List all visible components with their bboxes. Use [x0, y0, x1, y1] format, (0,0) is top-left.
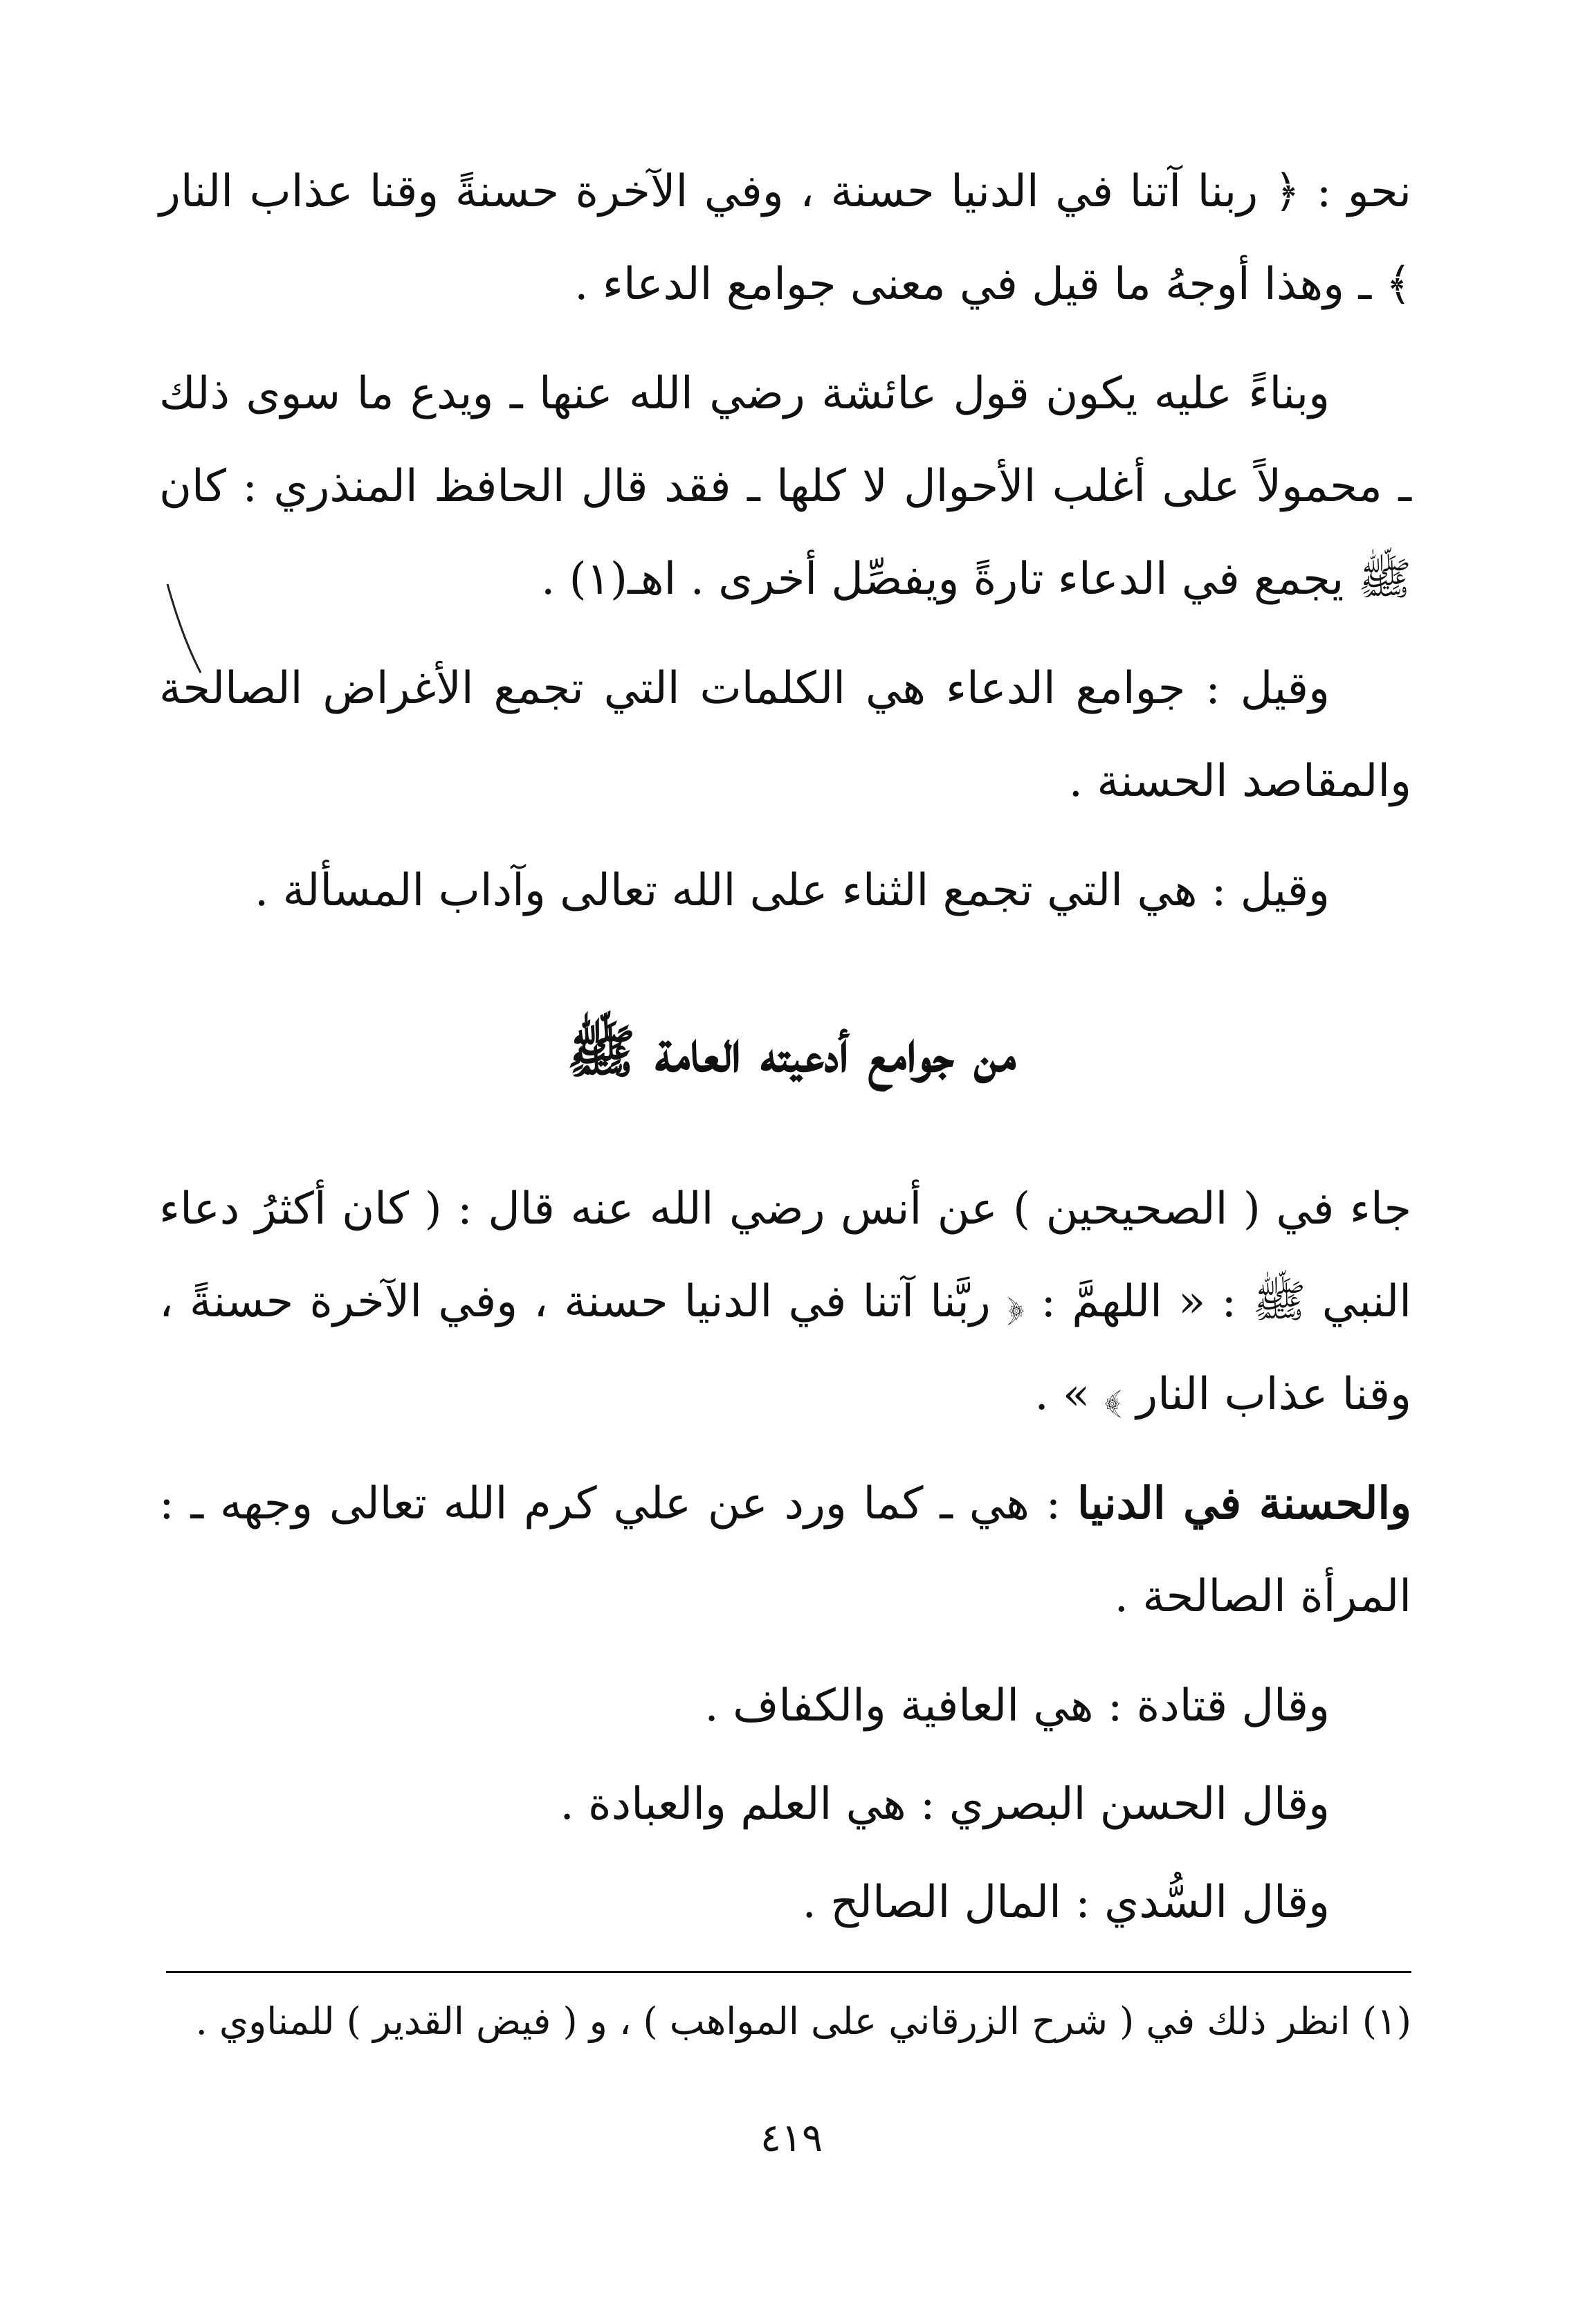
upper-text-section — [159, 145, 1411, 937]
page-number: ٤١٩ — [760, 2116, 823, 2161]
paragraph-1: نحو : ﴿ ربنا آتنا في الدنيا حسنة ، وفي الآخرة حسنةً وقنا عذاب النار ﴾ ـ وهذا أوجهُ ما قيل في معنى جوامع الدعاء . — [159, 166, 1411, 310]
paragraph-8: وقال الحسن البصري : هي العلم والعبادة . — [560, 1779, 1330, 1830]
paragraph-5: جاء في ( الصحيحين ) عن أنس رضي الله عنه قال : ( كان أكثرُ دعاء النبي ﷺ : « اللهمَّ : ﴿ ربَّنا آتنا في الدنيا حسنة ، وفي الآخرة حسنةً ، وقنا عذاب النار ﴾ » . — [159, 1183, 1412, 1420]
lower-text-section — [159, 1163, 1411, 1949]
margin-pen-stroke — [165, 581, 206, 678]
paragraph-3: وقيل : جوامع الدعاء هي الكلمات التي تجمع الأغراض الصالحة والمقاصد الحسنة . — [159, 663, 1411, 807]
paragraph-6-lead: والحسنة في الدنيا — [1077, 1478, 1412, 1529]
section-heading: من جوامع أدعيته العامة ﷺ — [567, 1019, 1016, 1085]
paragraph-2: وبناءً عليه يكون قول عائشة رضي الله عنها ـ ويدع ما سوى ذلك ـ محمولاً على أغلب الأحوال لا كلها ـ فقد قال الحافظ المنذري : كان ﷺ يجمع في الدعاء تارةً ويفصِّل أخرى . اهـ(١) . — [159, 368, 1411, 605]
paragraph-4: وقيل : هي التي تجمع الثناء على الله تعالى وآداب المسألة . — [254, 865, 1330, 916]
footnote: (١) انظر ذلك في ( شرح الزرقاني على المواهب ) ، و ( فيض القدير ) للمناوي . — [195, 1999, 1411, 2043]
paragraph-7: وقال قتادة : هي العافية والكفاف . — [704, 1680, 1330, 1732]
paragraph-6 — [159, 1458, 1411, 1643]
paragraph-9: وقال السُّدي : المال الصالح . — [802, 1877, 1330, 1928]
footnote-divider — [166, 1971, 1411, 1973]
paragraph-6-body: : هي ـ كما ورد عن علي كرم الله تعالى وجهه ـ : المرأة الصالحة . — [159, 1478, 1411, 1622]
